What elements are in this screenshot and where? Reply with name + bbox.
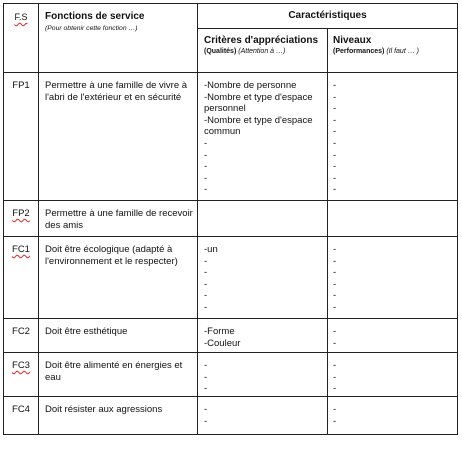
table-row <box>4 397 458 435</box>
niveau-item: - <box>333 290 337 302</box>
fonctions-subtitle: (Pour obtenir cette fonction …) <box>45 24 138 32</box>
critere-item: -un <box>204 244 218 255</box>
niveaux-cell <box>328 237 458 319</box>
function-code: FP2 <box>12 208 30 219</box>
niveau-item: - <box>333 267 337 279</box>
criteres-list <box>204 244 327 314</box>
criteres-cell <box>198 73 328 201</box>
niveau-item: - <box>333 301 337 313</box>
niveaux-list <box>333 404 457 427</box>
niveau-item: - <box>333 244 337 255</box>
niveau-item: - <box>333 114 337 126</box>
fs-header: F.S <box>14 12 28 22</box>
niveaux-list <box>333 326 457 349</box>
fonction-text: Doit être alimenté en énergies et eau <box>45 360 183 383</box>
criteres-cell <box>198 201 328 237</box>
critere-item: - <box>204 137 208 149</box>
code-cell <box>4 319 39 353</box>
critere-item: - <box>204 149 208 161</box>
niveau-item: - <box>333 161 337 173</box>
function-code: FP1 <box>12 80 30 91</box>
table-row <box>4 237 458 319</box>
table-row <box>4 201 458 237</box>
niveaux-cell <box>328 73 458 201</box>
niveau-item: - <box>333 278 337 290</box>
niveau-item: - <box>333 326 337 337</box>
niveaux-sub-bold: (Performances) <box>333 47 385 55</box>
fonction-cell <box>39 319 198 353</box>
criteres-sub-italic: (Attention à …) <box>238 47 286 55</box>
fonction-cell <box>39 353 198 397</box>
critere-item: - <box>204 383 208 395</box>
critere-item: - <box>204 360 208 371</box>
critere-item: - <box>204 255 208 267</box>
code-cell <box>4 237 39 319</box>
niveau-item: - <box>333 415 337 427</box>
criteres-list <box>204 360 327 395</box>
niveaux-cell <box>328 201 458 237</box>
fonction-cell <box>39 73 198 201</box>
niveau-item: - <box>333 91 337 103</box>
criteres-subtitle <box>204 47 327 56</box>
criteres-cell <box>198 237 328 319</box>
criteres-title: Critères d'appréciations <box>204 35 319 46</box>
criteres-header-cell <box>198 29 328 73</box>
criteres-list <box>204 80 327 196</box>
niveaux-sub-italic: (Il faut … ) <box>386 47 419 55</box>
fonction-cell <box>39 201 198 237</box>
niveau-item: - <box>333 371 337 383</box>
critere-item: - <box>204 301 208 313</box>
critere-item: -Nombre de personne <box>204 80 297 91</box>
table-row <box>4 353 458 397</box>
criteres-list <box>204 404 327 427</box>
criteres-sub-bold: (Qualités) <box>204 47 237 55</box>
niveau-item: - <box>333 126 337 138</box>
niveau-item: - <box>333 383 337 395</box>
code-cell <box>4 73 39 201</box>
fonction-cell <box>39 237 198 319</box>
function-code: FC2 <box>12 326 30 337</box>
niveau-item: - <box>333 255 337 267</box>
fs-header-cell <box>4 4 39 73</box>
critere-item: - <box>204 267 208 279</box>
niveaux-list <box>333 80 457 196</box>
niveaux-cell <box>328 319 458 353</box>
niveaux-cell <box>328 397 458 435</box>
critere-item: - <box>204 161 208 173</box>
fonction-text: Permettre à une famille de vivre à l'abri de l'extérieur et en sécurité <box>45 80 188 103</box>
niveau-item: - <box>333 103 337 115</box>
niveau-item: - <box>333 149 337 161</box>
criteres-cell <box>198 397 328 435</box>
niveau-item: - <box>333 404 337 415</box>
fonctions-title: Fonctions de service <box>45 11 145 22</box>
niveaux-cell <box>328 353 458 397</box>
critere-item: personnel <box>204 103 246 115</box>
caracteristiques-header: Caractéristiques <box>198 4 458 29</box>
critere-item: -Couleur <box>204 337 241 349</box>
critere-item: - <box>204 172 208 184</box>
fonction-text: Doit être écologique (adapté à l'environnement et le respecter) <box>45 244 178 267</box>
niveau-item: - <box>333 137 337 149</box>
niveau-item: - <box>333 337 337 349</box>
critere-item: - <box>204 278 208 290</box>
functions-table <box>3 3 458 435</box>
criteres-cell <box>198 353 328 397</box>
critere-item: - <box>204 371 208 383</box>
niveau-item: - <box>333 80 337 91</box>
niveaux-list <box>333 244 457 314</box>
niveau-item: - <box>333 184 337 196</box>
niveaux-header-cell <box>328 29 458 73</box>
critere-item: - <box>204 415 208 427</box>
table-row <box>4 73 458 201</box>
fonction-text: Doit résister aux agressions <box>45 404 163 415</box>
niveaux-title: Niveaux <box>333 35 372 46</box>
code-cell <box>4 353 39 397</box>
critere-item: - <box>204 290 208 302</box>
critere-item: commun <box>204 126 241 138</box>
function-code: FC4 <box>12 404 30 415</box>
function-code: FC3 <box>12 360 30 371</box>
fonction-cell <box>39 397 198 435</box>
criteres-list <box>204 326 327 349</box>
code-cell <box>4 201 39 237</box>
code-cell <box>4 397 39 435</box>
niveaux-list <box>333 360 457 395</box>
critere-item: -Forme <box>204 326 235 337</box>
table-row <box>4 319 458 353</box>
function-code: FC1 <box>12 244 30 255</box>
niveaux-subtitle <box>333 47 457 56</box>
niveau-item: - <box>333 360 337 371</box>
critere-item: - <box>204 404 208 415</box>
critere-item: -Nombre et type d'espace <box>204 91 313 103</box>
fonctions-header-cell <box>39 4 198 73</box>
critere-item: - <box>204 184 208 196</box>
fonction-text: Permettre à une famille de recevoir des amis <box>45 208 193 231</box>
table-body <box>4 73 458 435</box>
function-spec-sheet <box>3 3 458 453</box>
criteres-cell <box>198 319 328 353</box>
niveau-item: - <box>333 172 337 184</box>
critere-item: -Nombre et type d'espace <box>204 114 313 126</box>
fonction-text: Doit être esthétique <box>45 326 128 337</box>
header-row-top <box>4 4 458 29</box>
